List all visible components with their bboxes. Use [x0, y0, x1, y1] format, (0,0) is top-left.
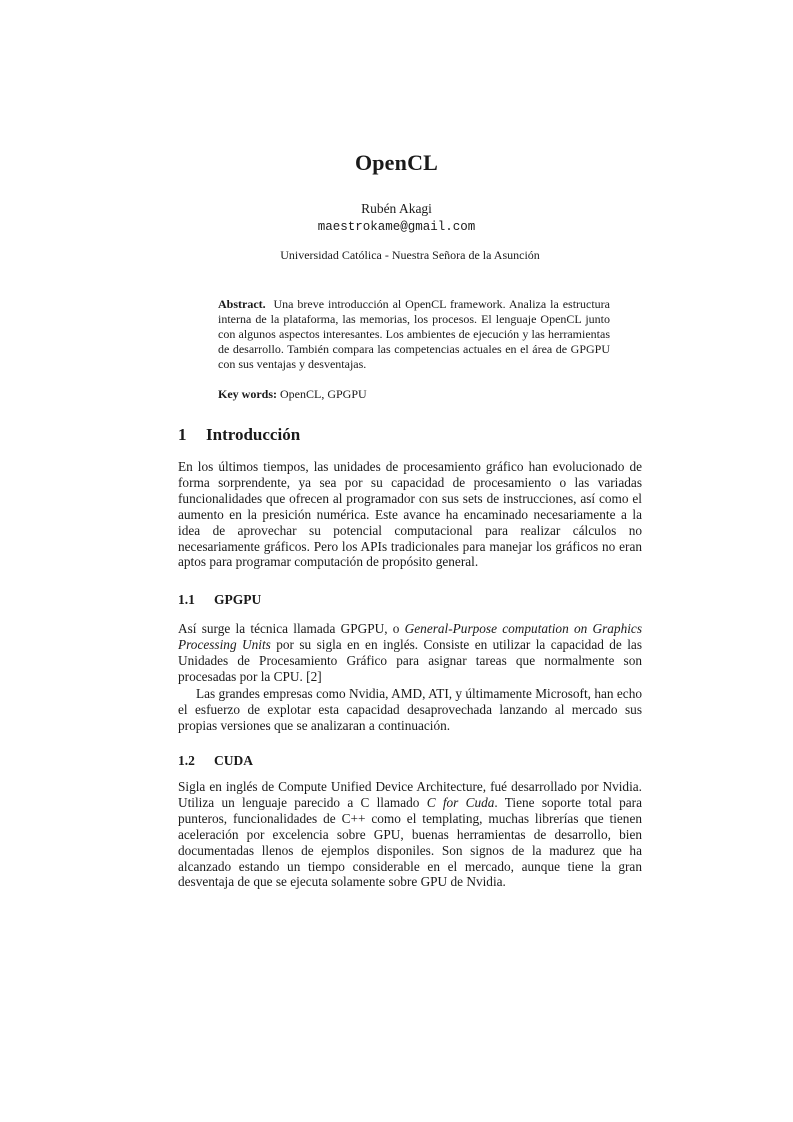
author-email: maestrokame@gmail.com: [317, 220, 476, 234]
paper-title: OpenCL: [354, 150, 439, 175]
subsection-number: 1.1: [178, 592, 195, 607]
affiliation: Universidad Católica - Nuestra Señora de la Asunción: [280, 248, 540, 262]
gpgpu-p1-italic: General-Purpose computation on Graphics Processing Units: [178, 621, 643, 652]
abstract-label: Abstract.: [218, 297, 266, 311]
section-title: Introducción: [206, 425, 301, 444]
subsection-heading-cuda: [178, 753, 253, 769]
section-heading-introduccion: [178, 425, 300, 445]
subsection-number: 1.2: [178, 753, 195, 768]
subsection-title: CUDA: [214, 753, 253, 768]
abstract: [218, 297, 610, 372]
cuda-italic: C for Cuda: [426, 794, 495, 810]
intro-paragraph: En los últimos tiempos, las unidades de procesamiento gráfico han evolucionado de forma sorprendente, ya sea por su capacidad de procesamiento o las variadas funcionalidades que ofrecen al programador con sus sets de instrucciones, así como el aumento en la presición numérica. Este avance ha encaminado necesariamente a la idea de aprovechar su potencial computacional para realizar cálculos no necesariamente gráficos. Pero los APIs tradicionales para manejar los gráficos no eran aptos para programar computación de propósito general.: [178, 459, 642, 570]
gpgpu-paragraph-1: [178, 621, 642, 685]
gpgpu-paragraph-2: Las grandes empresas como Nvidia, AMD, ATI, y últimamente Microsoft, han echo el esfuerzo de explotar esta capacidad desaprovechada lanzando al mercado sus propias versiones que se analizaran a continuación.: [178, 686, 642, 733]
author-name: Rubén Akagi: [361, 201, 432, 216]
gpgpu-p1-text: Así surge la técnica llamada GPGPU, o: [178, 621, 405, 636]
section-number: 1: [178, 425, 187, 444]
cuda-text: Sigla en inglés de Compute Unified Device Architecture, fué desarrollado por Nvidia. Utiliza un lenguaje parecido a C llamado: [178, 779, 642, 810]
subsection-heading-gpgpu: [178, 592, 261, 608]
keywords-label: Key words:: [218, 387, 277, 401]
cuda-text-end: . Tiene soporte total para punteros, funcionalidades de C++ como el templating, muchas librerías que tienen aceleración por excelencia sobre GPU, buenas herramientas de desarrollo, bien documentadas llenos de ejemplos disponiles. Son signos de la madurez que ha alcanzado estando un tiempo considerable en el mercado, aunque tiene la gran desventaja de que se ejecuta solamente sobre GPU de Nvidia.: [178, 794, 642, 890]
cuda-paragraph: [178, 779, 642, 890]
subsection-title: GPGPU: [214, 592, 262, 607]
keywords: [218, 387, 610, 402]
keywords-text: OpenCL, GPGPU: [280, 387, 367, 401]
gpgpu-p1-text-end: por su sigla en en inglés. Consiste en utilizar la capacidad de las Unidades de Procesamiento Gráfico para asignar tareas que normalmente son procesadas por la CPU. [2]: [178, 636, 642, 684]
abstract-text: Una breve introducción al OpenCL framework. Analiza la estructura interna de la plataforma, las memorias, los procesos. El lenguaje OpenCL junto con algunos aspectos interesantes. Los ambientes de ejecución y las herramientas de desarrollo. También compara las competencias actuales en el área de GPGPU con sus ventajas y desventajas.: [218, 297, 611, 372]
